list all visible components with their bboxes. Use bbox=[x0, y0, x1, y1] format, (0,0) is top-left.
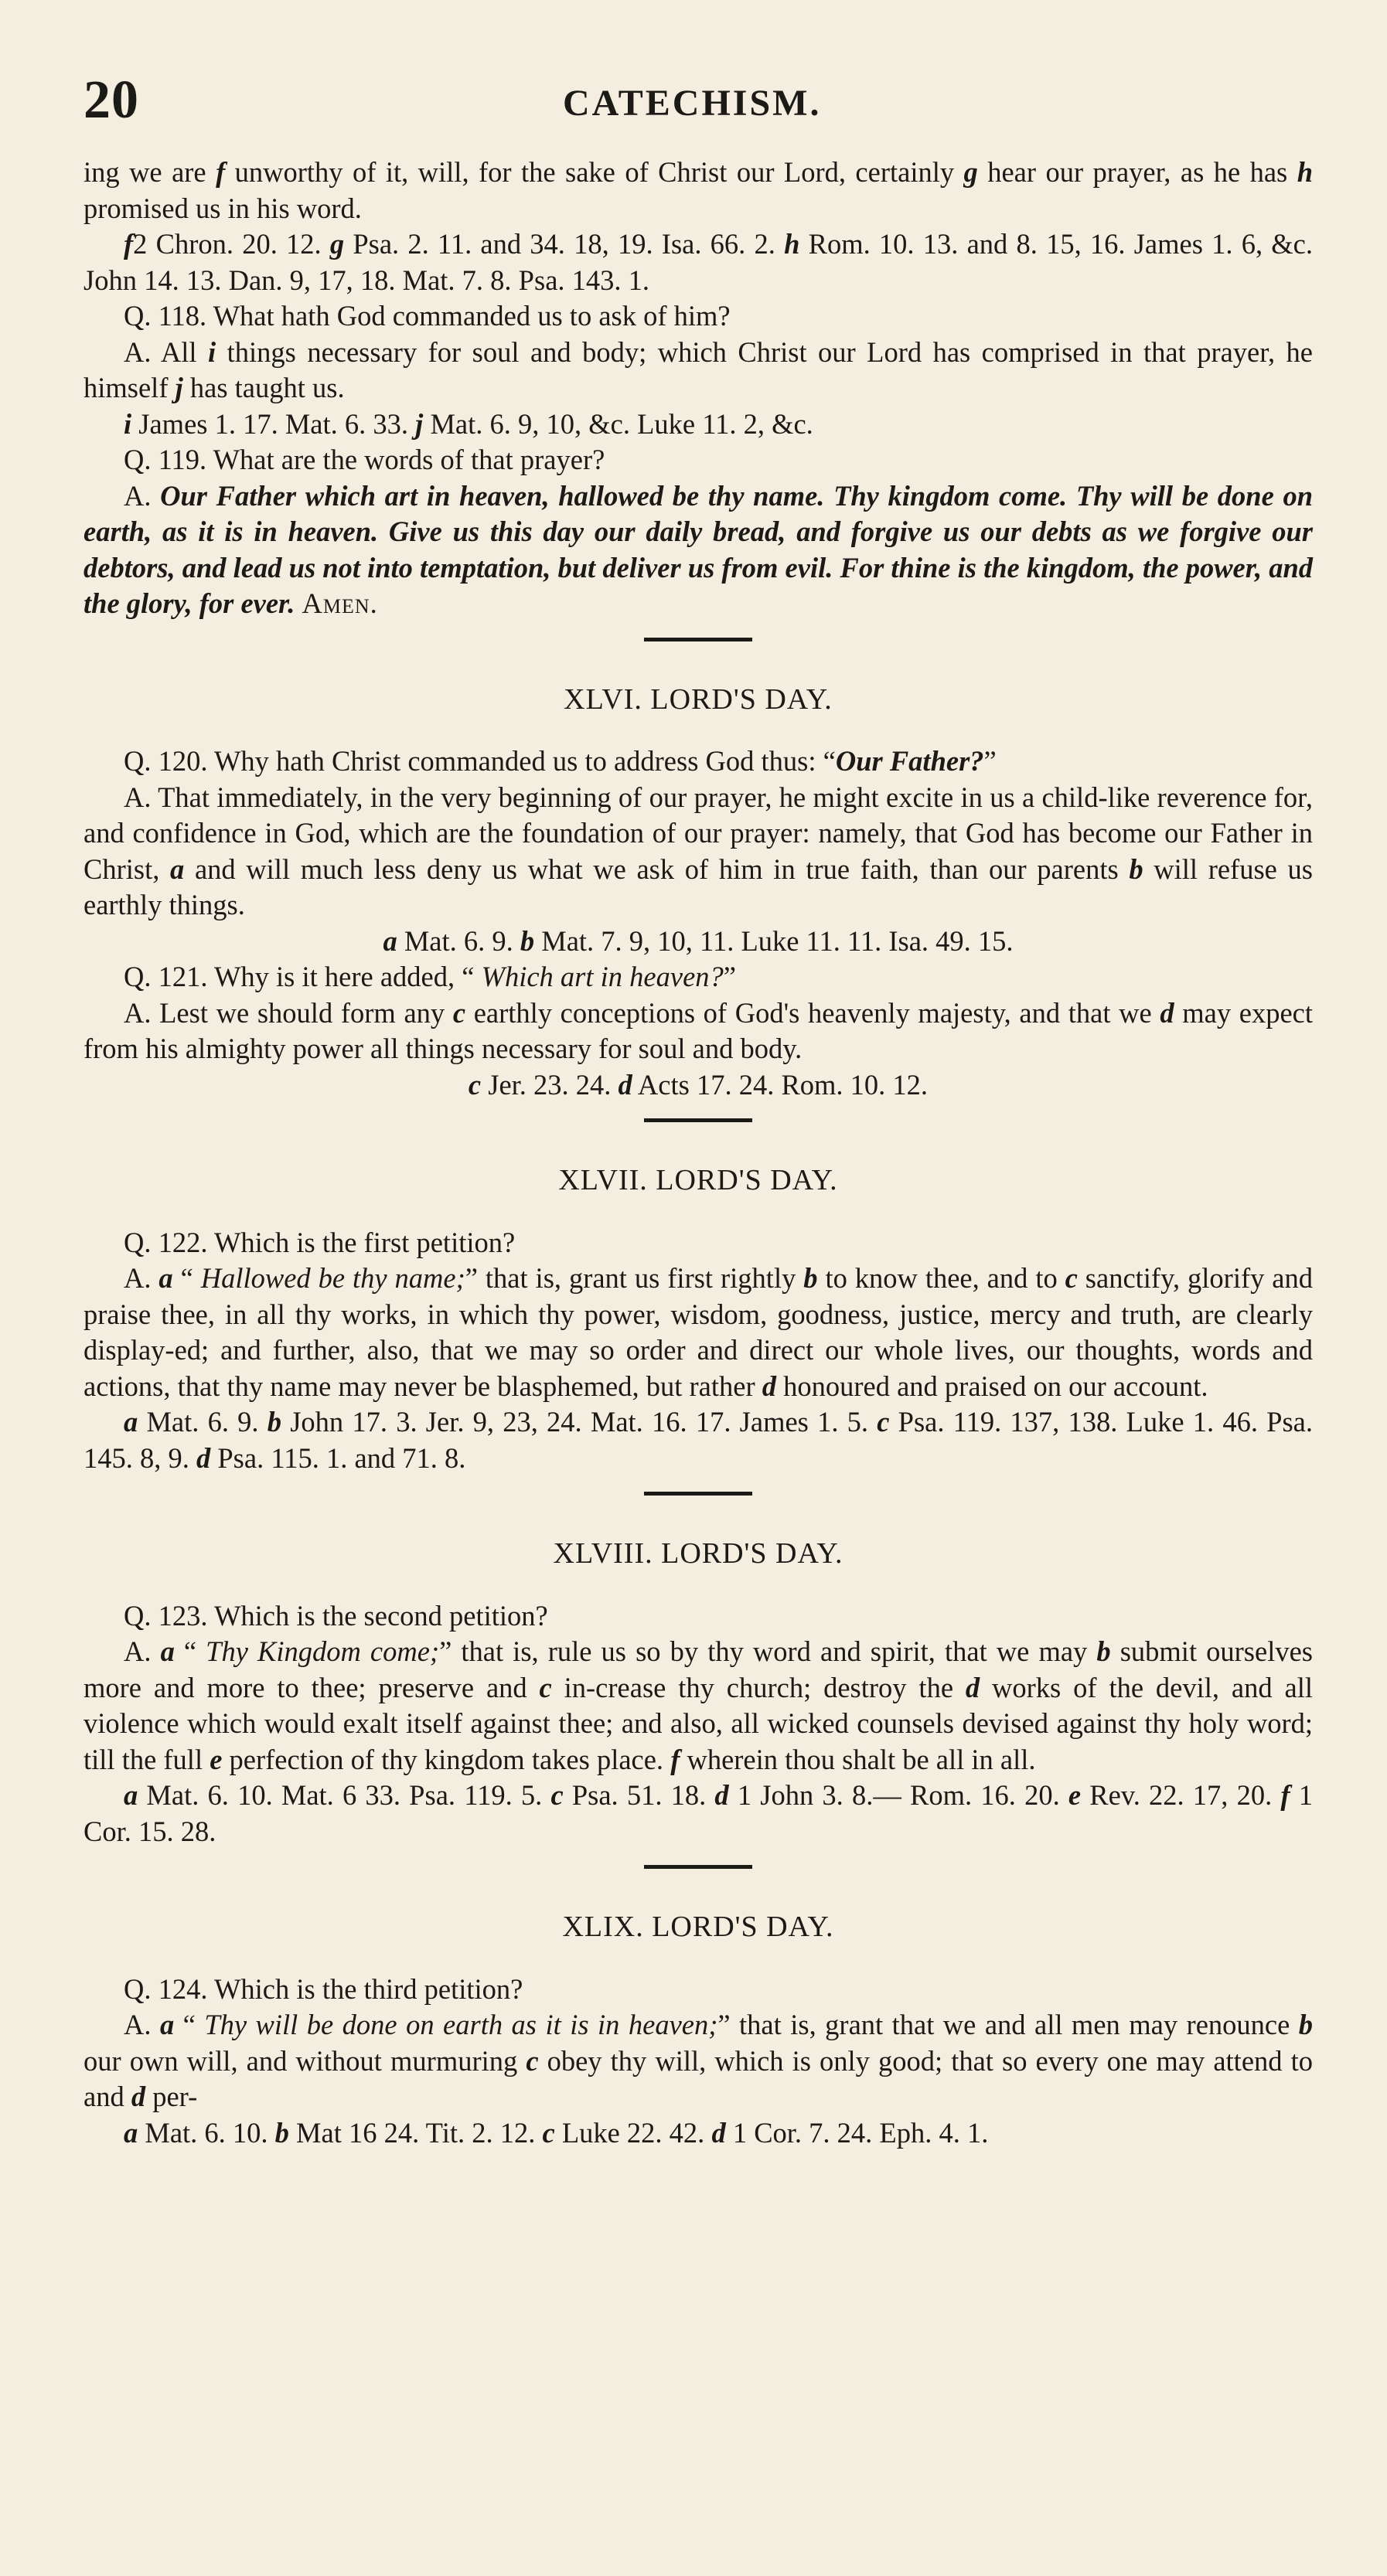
section-heading-xlix: XLIX. LORD'S DAY. bbox=[562, 1911, 834, 1943]
answer-123: A. a “ Thy Kingdom come;” that is, rule us so by thy word and spirit, that we may b submit ourselves more and more to thee; preserve and c in-crease thy church; destroy the d works of the devil, and all violence which would exalt itself against thee; and also, all wicked counsels devised against thy holy word; till the full e perfection of thy kingdom takes place. f wherein thou shalt be all in all. bbox=[83, 1635, 1314, 1775]
section-heading-xlvi: XLVI. LORD'S DAY. bbox=[564, 682, 833, 716]
question-124: Q. 124. Which is the third petition? bbox=[124, 1972, 523, 2005]
page-number: 20 bbox=[83, 70, 139, 130]
page-header bbox=[83, 70, 1321, 131]
answer-118: A. All i things necessary for soul and body; which Christ our Lord has comprised in that prayer, he himself j has taught us. bbox=[83, 335, 1313, 403]
answer-119: A. Our Father which art in heaven, hallowed be thy name. Thy kingdom come. Thy will be done on earth, as it is in heaven. Give us this day our daily bread, and forgive us our debts as we forgive our debtors, and lead us not into temptation, but deliver us from evil. For thine is the kingdom, the power, and the glory, for ever. Amen. bbox=[83, 479, 1313, 619]
section-divider bbox=[644, 1492, 752, 1496]
question-120: Q. 120. Why hath Christ commanded us to address God thus: “Our Father?” bbox=[124, 745, 997, 777]
scripture-references-124: a Mat. 6. 10. b Mat 16 24. Tit. 2. 12. c Luke 22. 42. d 1 Cor. 7. 24. Eph. 4. 1. bbox=[124, 2116, 989, 2149]
section-divider bbox=[644, 638, 752, 641]
page-body bbox=[83, 155, 1313, 2151]
answer-continuation: ing we are f unworthy of it, will, for the sake of Christ our Lord, certainly g hear our prayer, as he has h promised us in his word. bbox=[83, 156, 1313, 224]
scripture-references-121: c Jer. 23. 24. d Acts 17. 24. Rom. 10. 12. bbox=[468, 1068, 929, 1101]
answer-124: A. a “ Thy will be done on earth as it is in heaven;” that is, grant that we and all men may renounce b our own will, and without murmuring c obey thy will, which is only good; that so every one may attend to and d per- bbox=[83, 2009, 1314, 2112]
question-121: Q. 121. Why is it here added, “ Which art in heaven?” bbox=[124, 961, 736, 992]
answer-122: A. a “ Hallowed be thy name;” that is, grant us first rightly b to know thee, and to c sanctify, glorify and praise thee, in all thy works, in which thy power, wisdom, goodness, justice, mercy and truth, are clearly display-ed; and further, also, that we may so order and direct our whole lives, our thoughts, words and actions, that thy name may never be blasphemed, but rather d honoured and praised on our account. bbox=[83, 1262, 1314, 1402]
running-title: CATECHISM. bbox=[563, 83, 822, 124]
section-heading-xlvii: XLVII. LORD'S DAY. bbox=[558, 1164, 838, 1196]
lords-prayer: Our Father which art in heaven, hallowed be thy name. Thy kingdom come. Thy will be done on earth, as it is in heaven. Give us this day our daily bread, and forgive us our debts as we forgive our debtors, and lead us not into temptation, but deliver us from evil. For thine is the kingdom, the power, and the glory, for ever. bbox=[83, 479, 1313, 619]
answer-120: A. That immediately, in the very beginning of our prayer, he might excite in us a child-like reverence for, and confidence in God, which are the foundation of our prayer: namely, that God has become our Father in Christ, a and will much less deny us what we ask of him in true faith, than our parents b will refuse us earthly things. bbox=[83, 781, 1313, 920]
question-118: Q. 118. What hath God commanded us to ask of him? bbox=[124, 300, 731, 332]
section-divider bbox=[644, 1118, 752, 1122]
scripture-references: f2 Chron. 20. 12. g Psa. 2. 11. and 34. 18, 19. Isa. 66. 2. h Rom. 10. 13. and 8. 15, 16. James 1. 6, &c. John 14. 13. Dan. 9, 17, 18. Mat. 7. 8. Psa. 143. 1. bbox=[83, 228, 1314, 296]
question-119: Q. 119. What are the words of that prayer? bbox=[124, 444, 605, 475]
question-122: Q. 122. Which is the first petition? bbox=[124, 1226, 516, 1258]
section-heading-xlviii: XLVIII. LORD'S DAY. bbox=[553, 1537, 843, 1570]
scripture-references-120: a Mat. 6. 9. b Mat. 7. 9, 10, 11. Luke 11. 11. Isa. 49. 15. bbox=[383, 924, 1014, 957]
scripture-references-118: i James 1. 17. Mat. 6. 33. j Mat. 6. 9, 10, &c. Luke 11. 2, &c. bbox=[124, 407, 813, 440]
scripture-references-123: a Mat. 6. 10. Mat. 6 33. Psa. 119. 5. c Psa. 51. 18. d 1 John 3. 8.— Rom. 16. 20. e Rev. 22. 17, 20. f 1 Cor. 15. 28. bbox=[83, 1779, 1313, 1847]
scripture-references-122: a Mat. 6. 9. b John 17. 3. Jer. 9, 23, 24. Mat. 16. 17. James 1. 5. c Psa. 119. 137, 138. Luke 1. 46. Psa. 145. 8, 9. d Psa. 115. 1. and 71. 8. bbox=[83, 1406, 1313, 1474]
question-123: Q. 123. Which is the second petition? bbox=[124, 1599, 548, 1632]
section-divider bbox=[644, 1865, 752, 1869]
answer-121: A. Lest we should form any c earthly conceptions of God's heavenly majesty, and that we d may expect from his almighty power all things necessary for soul and body. bbox=[83, 996, 1313, 1064]
